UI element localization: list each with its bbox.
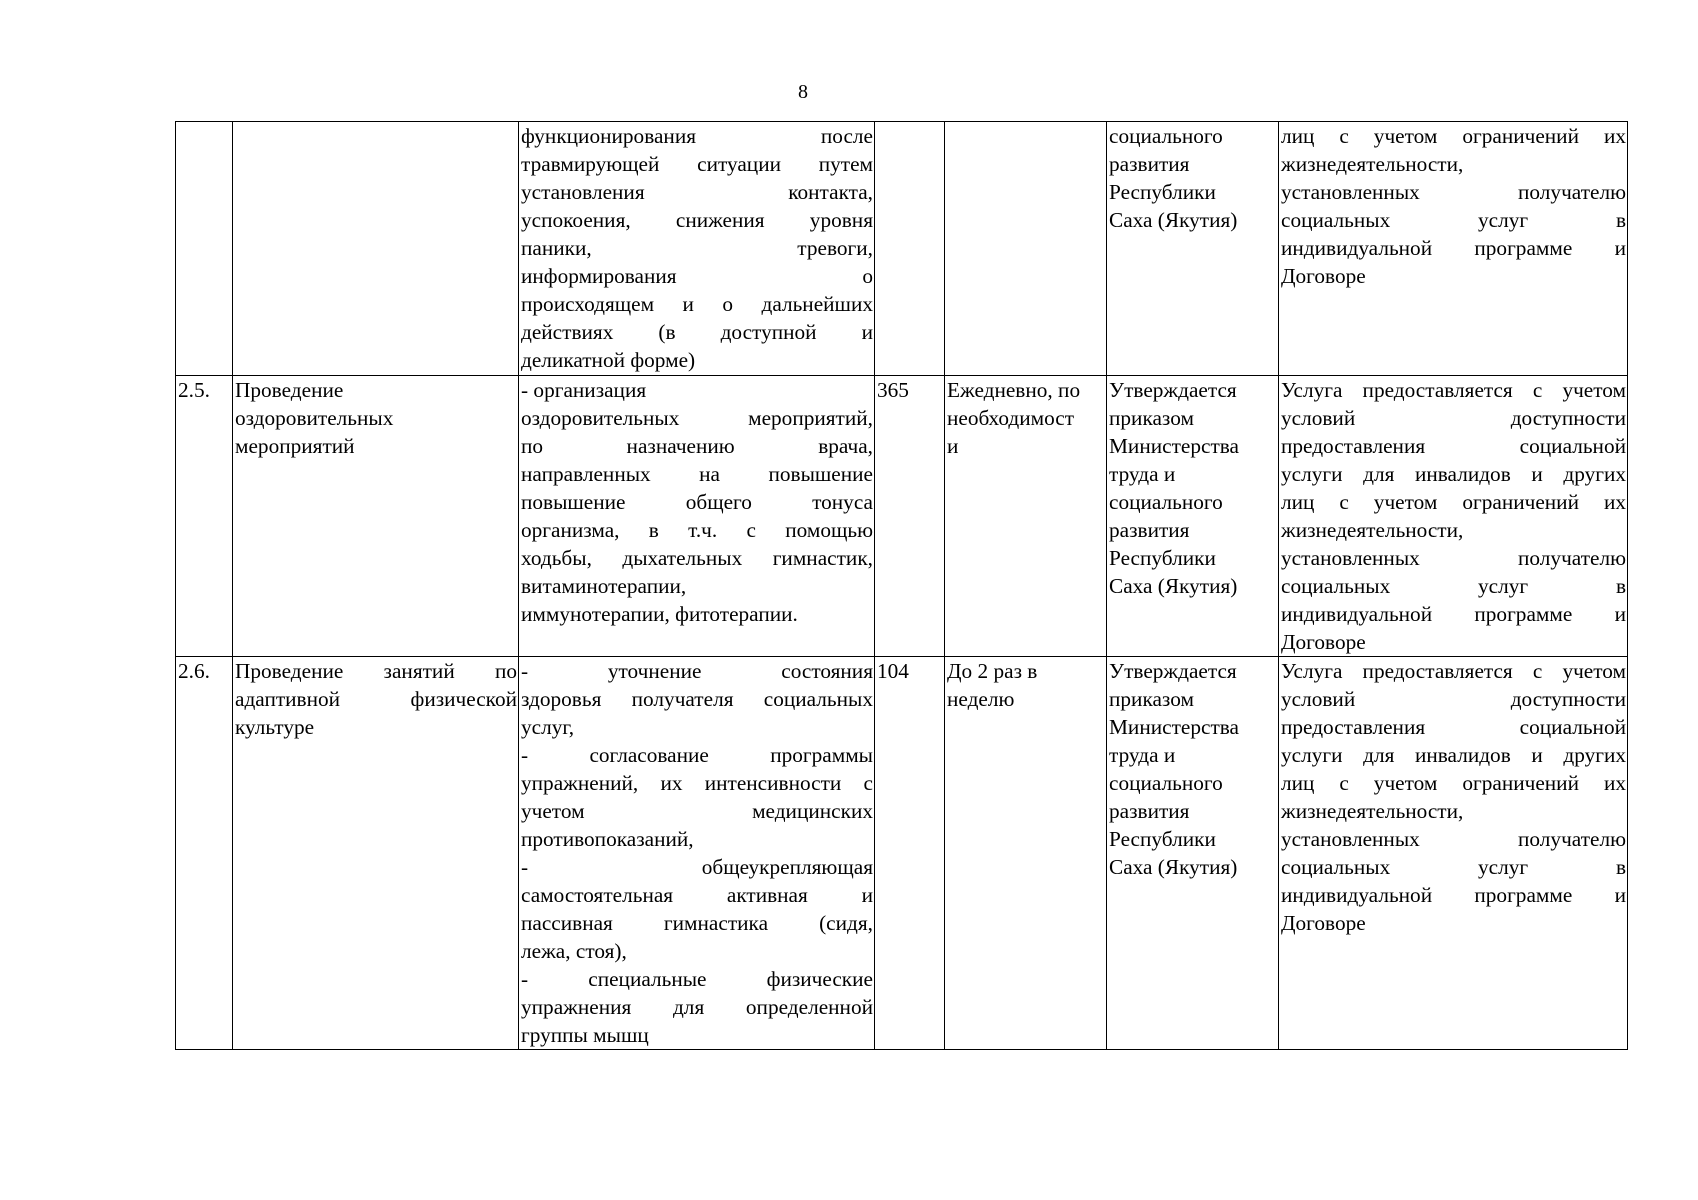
cell-line: условий доступности [1281, 687, 1626, 711]
cell-line: - общеукрепляющая [521, 855, 873, 879]
cell-line: предоставления социальной [1281, 715, 1626, 739]
cell-service-name [233, 122, 519, 376]
cell-number: 2.5. [176, 376, 233, 657]
cell-approval [1107, 376, 1279, 657]
cell-line: установленных получателю [1281, 827, 1626, 851]
cell-line: социальных услуг в [1281, 574, 1626, 598]
cell-conditions [1279, 657, 1628, 1050]
cell-line: травмирующей ситуации путем [521, 152, 873, 176]
cell-line: иммунотерапии, фитотерапии. [521, 602, 798, 626]
table-row [176, 122, 1628, 376]
cell-number: 2.6. [176, 657, 233, 1050]
cell-line: адаптивной физической [235, 687, 517, 711]
cell-service-content [519, 376, 875, 657]
cell-line: противопоказаний, [521, 827, 694, 851]
cell-line: - организация [521, 378, 647, 402]
cell-line: - специальные физические [521, 967, 873, 991]
cell-line: установленных получателю [1281, 546, 1626, 570]
cell-line: услуги для инвалидов и других [1281, 743, 1626, 767]
page-number: 8 [798, 81, 808, 103]
cell-line: по назначению врача, [521, 434, 873, 458]
cell-line: группы мышц [521, 1023, 649, 1047]
cell-line: успокоения, снижения уровня [521, 208, 873, 232]
cell-line: действиях (в доступной и [521, 320, 873, 344]
cell-volume: 104 [875, 657, 945, 1050]
cell-line: социального [1109, 124, 1223, 148]
cell-line: индивидуальной программе и [1281, 236, 1626, 260]
cell-line: деликатной форме) [521, 348, 696, 372]
cell-service-name [233, 376, 519, 657]
cell-line: социального [1109, 490, 1223, 514]
cell-line: самостоятельная активная и [521, 883, 873, 907]
cell-line: предоставления социальной [1281, 434, 1626, 458]
cell-line: ходьбы, дыхательных гимнастик, [521, 546, 873, 570]
cell-line: неделю [947, 687, 1015, 711]
cell-line: паники, тревоги, [521, 236, 873, 260]
cell-line: Договоре [1281, 630, 1366, 654]
cell-line: Утверждается [1109, 659, 1237, 683]
cell-line: функционирования после [521, 124, 873, 148]
cell-volume: 365 [875, 376, 945, 657]
cell-line: Саха (Якутия) [1109, 208, 1238, 232]
cell-line: Проведение [235, 378, 344, 402]
cell-line: здоровья получателя социальных [521, 687, 873, 711]
cell-line: До 2 раз в [947, 659, 1038, 683]
cell-line: упражнений, их интенсивности с [521, 771, 873, 795]
cell-line: установления контакта, [521, 180, 873, 204]
cell-line: направленных на повышение [521, 462, 873, 486]
cell-line: Министерства [1109, 434, 1239, 458]
cell-line: приказом [1109, 687, 1194, 711]
services-table [175, 121, 1628, 1050]
cell-line: учетом медицинских [521, 799, 873, 823]
cell-line: Республики [1109, 546, 1216, 570]
cell-line: оздоровительных мероприятий, [521, 406, 873, 430]
cell-line: социальных услуг в [1281, 855, 1626, 879]
cell-conditions [1279, 376, 1628, 657]
cell-volume [875, 122, 945, 376]
cell-line: жизнедеятельности, [1281, 152, 1464, 176]
cell-frequency [945, 376, 1107, 657]
table-row [176, 376, 1628, 657]
cell-line: необходимост [947, 406, 1075, 430]
cell-line: Республики [1109, 827, 1216, 851]
cell-line: пассивная гимнастика (сидя, [521, 911, 873, 935]
cell-line: Ежедневно, по [947, 378, 1081, 402]
cell-line: Договоре [1281, 911, 1366, 935]
cell-line: услуг, [521, 715, 575, 739]
cell-line: повышение общего тонуса [521, 490, 873, 514]
cell-line: мероприятий [235, 434, 355, 458]
cell-line: жизнедеятельности, [1281, 799, 1464, 823]
cell-line: Утверждается [1109, 378, 1237, 402]
cell-line: социальных услуг в [1281, 208, 1626, 232]
cell-line: жизнедеятельности, [1281, 518, 1464, 542]
cell-line: Саха (Якутия) [1109, 855, 1238, 879]
cell-number [176, 122, 233, 376]
cell-line: развития [1109, 799, 1190, 823]
cell-line: социального [1109, 771, 1223, 795]
cell-approval [1107, 122, 1279, 376]
cell-conditions [1279, 122, 1628, 376]
cell-line: индивидуальной программе и [1281, 602, 1626, 626]
cell-line: труда и [1109, 743, 1176, 767]
cell-service-name [233, 657, 519, 1050]
cell-line: упражнения для определенной [521, 995, 873, 1019]
cell-line: - согласование программы [521, 743, 873, 767]
cell-service-content [519, 122, 875, 376]
cell-line: Услуга предоставляется с учетом [1281, 659, 1626, 683]
cell-line: лиц с учетом ограничений их [1281, 771, 1626, 795]
cell-line: лежа, стоя), [521, 939, 627, 963]
cell-frequency [945, 122, 1107, 376]
cell-line: труда и [1109, 462, 1176, 486]
cell-line: условий доступности [1281, 406, 1626, 430]
cell-line: Проведение занятий по [235, 659, 517, 683]
cell-line: - уточнение состояния [521, 659, 873, 683]
cell-line: организма, в т.ч. с помощью [521, 518, 873, 542]
cell-service-content [519, 657, 875, 1050]
cell-line: витаминотерапии, [521, 574, 687, 598]
cell-line: развития [1109, 518, 1190, 542]
cell-line: лиц с учетом ограничений их [1281, 490, 1626, 514]
cell-approval [1107, 657, 1279, 1050]
cell-line: культуре [235, 715, 315, 739]
cell-line: информирования о [521, 264, 873, 288]
cell-line: Услуга предоставляется с учетом [1281, 378, 1626, 402]
cell-line: Республики [1109, 180, 1216, 204]
cell-line: Саха (Якутия) [1109, 574, 1238, 598]
cell-line: лиц с учетом ограничений их [1281, 124, 1626, 148]
table-row [176, 657, 1628, 1050]
cell-line: развития [1109, 152, 1190, 176]
cell-frequency [945, 657, 1107, 1050]
cell-line: услуги для инвалидов и других [1281, 462, 1626, 486]
cell-line: индивидуальной программе и [1281, 883, 1626, 907]
cell-line: происходящем и о дальнейших [521, 292, 873, 316]
cell-line: оздоровительных [235, 406, 394, 430]
cell-line: Договоре [1281, 264, 1366, 288]
cell-line: установленных получателю [1281, 180, 1626, 204]
cell-line: приказом [1109, 406, 1194, 430]
cell-line: Министерства [1109, 715, 1239, 739]
cell-line: и [947, 434, 959, 458]
